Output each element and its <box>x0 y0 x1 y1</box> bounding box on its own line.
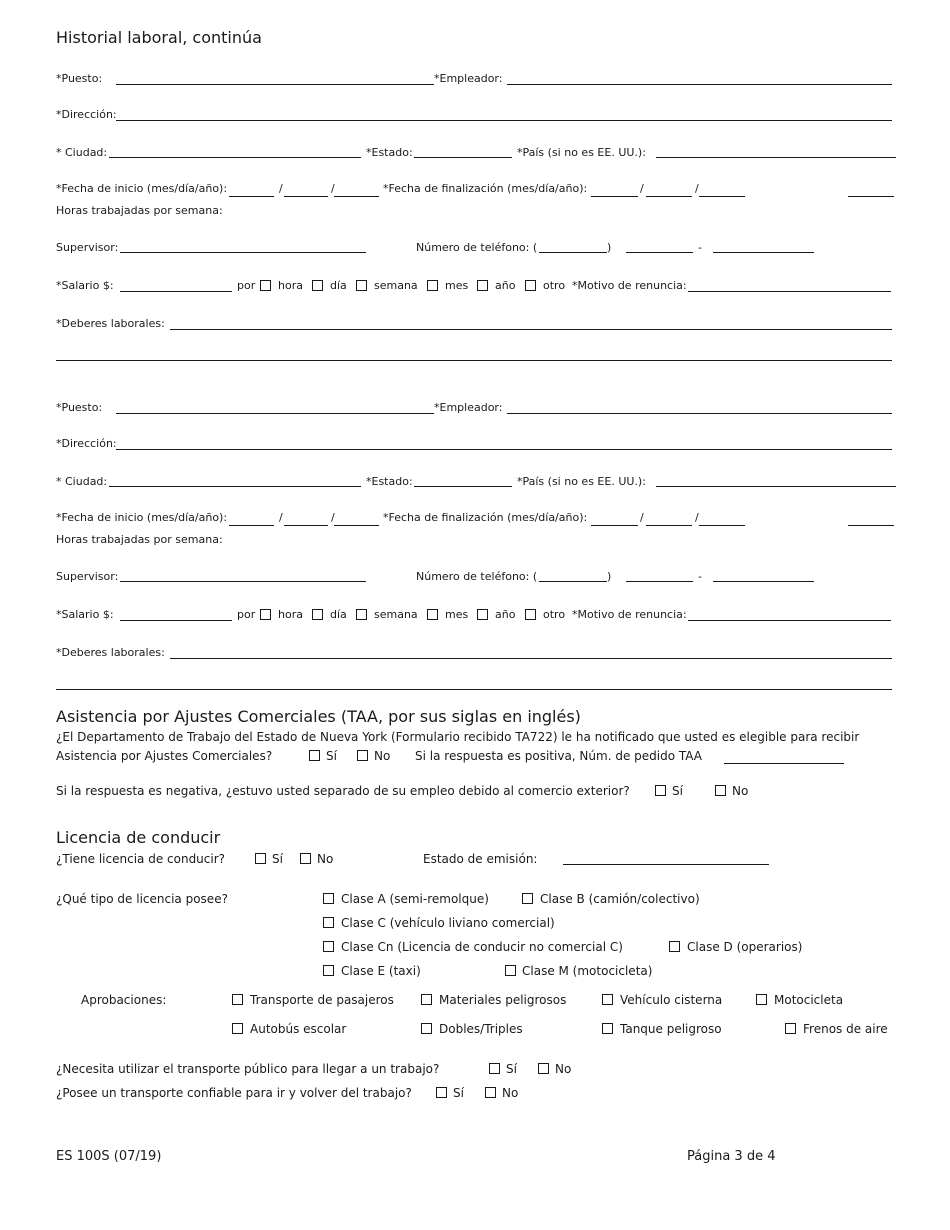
horas-field[interactable] <box>848 196 894 197</box>
clase-cn-checkbox[interactable] <box>323 941 334 952</box>
clase-d-checkbox[interactable] <box>669 941 680 952</box>
transporte-confiable-si-checkbox[interactable] <box>436 1087 447 1098</box>
dobles-triples-label: Dobles/Triples <box>439 1022 523 1036</box>
ano-checkbox[interactable] <box>477 609 488 620</box>
fecha-fin-label: *Fecha de finalización (mes/día/año): <box>383 182 588 195</box>
deberes-label: *Deberes laborales: <box>56 317 165 330</box>
salario-field[interactable] <box>120 620 232 621</box>
fecha-fin-dia-field[interactable] <box>646 525 692 526</box>
licencia-no-checkbox[interactable] <box>300 853 311 864</box>
direccion-field[interactable] <box>116 449 892 450</box>
fecha-inicio-label: *Fecha de inicio (mes/día/año): <box>56 182 228 195</box>
telefono-area-field[interactable] <box>539 581 607 582</box>
estado-emision-label: Estado de emisión: <box>423 852 538 866</box>
telefono-prefijo-field[interactable] <box>626 252 693 253</box>
salario-label: *Salario $: <box>56 279 114 292</box>
ciudad-field[interactable] <box>109 157 361 158</box>
fecha-fin-mes-field[interactable] <box>591 196 638 197</box>
puesto-label: *Puesto: <box>56 72 103 85</box>
licencia-tiene-question: ¿Tiene licencia de conducir? <box>56 852 226 866</box>
autobus-escolar-label: Autobús escolar <box>250 1022 347 1036</box>
fecha-fin-label: *Fecha de finalización (mes/día/año): <box>383 511 588 524</box>
direccion-label: *Dirección: <box>56 108 117 121</box>
fecha-fin-ano-field[interactable] <box>699 525 745 526</box>
por-label: por <box>237 608 256 621</box>
horas-label: Horas trabajadas por semana: <box>56 204 223 217</box>
materiales-peligrosos-checkbox[interactable] <box>421 994 432 1005</box>
fecha-fin-slash-1: / <box>640 511 644 524</box>
semana-checkbox[interactable] <box>356 280 367 291</box>
ano-label: año <box>495 279 516 292</box>
fecha-inicio-dia-field[interactable] <box>284 525 328 526</box>
tanque-peligroso-checkbox[interactable] <box>602 1023 613 1034</box>
deberes-field-line-2[interactable] <box>56 360 892 361</box>
tipo-licencia-question: ¿Qué tipo de licencia posee? <box>56 892 228 906</box>
pais-label: *País (si no es EE. UU.): <box>517 475 646 488</box>
clase-e-checkbox[interactable] <box>323 965 334 976</box>
puesto-label: *Puesto: <box>56 401 103 414</box>
transporte-confiable-question: ¿Posee un transporte confiable para ir y volver del trabajo? <box>56 1086 412 1100</box>
otro-checkbox[interactable] <box>525 280 536 291</box>
dia-checkbox[interactable] <box>312 609 323 620</box>
ciudad-label: * Ciudad: <box>56 146 108 159</box>
clase-cn-label: Clase Cn (Licencia de conducir no comercial C) <box>341 940 623 954</box>
transporte-publico-si-label: Sí <box>506 1062 517 1076</box>
autobus-escolar-checkbox[interactable] <box>232 1023 243 1034</box>
por-label: por <box>237 279 256 292</box>
supervisor-label: Supervisor: <box>56 241 119 254</box>
hora-label: hora <box>278 608 303 621</box>
telefono-paren: ) <box>607 570 612 583</box>
empleador-label: *Empleador: <box>434 401 503 414</box>
pais-field[interactable] <box>656 486 896 487</box>
otro-label: otro <box>543 279 566 292</box>
motivo-field[interactable] <box>688 291 891 292</box>
transporte-confiable-no-checkbox[interactable] <box>485 1087 496 1098</box>
clase-c-label: Clase C (vehículo liviano comercial) <box>341 916 555 930</box>
clase-m-checkbox[interactable] <box>505 965 516 976</box>
salario-field[interactable] <box>120 291 232 292</box>
hora-label: hora <box>278 279 303 292</box>
otro-label: otro <box>543 608 566 621</box>
fecha-inicio-mes-field[interactable] <box>229 525 274 526</box>
clase-e-label: Clase E (taxi) <box>341 964 421 978</box>
pais-field[interactable] <box>656 157 896 158</box>
supervisor-field[interactable] <box>120 252 366 253</box>
telefono-numero-field[interactable] <box>713 581 814 582</box>
ano-label: año <box>495 608 516 621</box>
page-number: Página 3 de 4 <box>687 1149 776 1164</box>
separado-si-label: Sí <box>672 784 683 798</box>
materiales-peligrosos-label: Materiales peligrosos <box>439 993 567 1007</box>
clase-m-label: Clase M (motocicleta) <box>522 964 653 978</box>
dobles-triples-checkbox[interactable] <box>421 1023 432 1034</box>
deberes-field[interactable] <box>170 658 892 659</box>
fecha-inicio-slash-1: / <box>279 182 283 195</box>
telefono-dash: - <box>698 241 702 254</box>
fecha-fin-dia-field[interactable] <box>646 196 692 197</box>
mes-checkbox[interactable] <box>427 280 438 291</box>
licencia-si-checkbox[interactable] <box>255 853 266 864</box>
ciudad-label: * Ciudad: <box>56 475 108 488</box>
deberes-field[interactable] <box>170 329 892 330</box>
otro-checkbox[interactable] <box>525 609 536 620</box>
taa-no-checkbox[interactable] <box>357 750 368 761</box>
direccion-label: *Dirección: <box>56 437 117 450</box>
mes-label: mes <box>445 608 469 621</box>
telefono-area-field[interactable] <box>539 252 607 253</box>
pais-label: *País (si no es EE. UU.): <box>517 146 646 159</box>
motivo-label: *Motivo de renuncia: <box>572 608 687 621</box>
frenos-aire-label: Frenos de aire <box>803 1022 888 1036</box>
fecha-fin-mes-field[interactable] <box>591 525 638 526</box>
telefono-label: Número de teléfono: ( <box>416 570 538 583</box>
vehiculo-cisterna-checkbox[interactable] <box>602 994 613 1005</box>
fecha-fin-slash-2: / <box>695 511 699 524</box>
estado-emision-field[interactable] <box>563 864 769 865</box>
empleador-field[interactable] <box>507 413 892 414</box>
estado-label: *Estado: <box>366 475 413 488</box>
fecha-inicio-ano-field[interactable] <box>334 196 379 197</box>
motivo-field[interactable] <box>688 620 891 621</box>
licencia-title: Licencia de conducir <box>56 828 221 847</box>
clase-c-checkbox[interactable] <box>323 917 334 928</box>
clase-d-label: Clase D (operarios) <box>687 940 803 954</box>
aprobaciones-label: Aprobaciones: <box>81 993 167 1007</box>
taa-no-label: No <box>374 749 391 763</box>
hora-checkbox[interactable] <box>260 280 271 291</box>
ano-checkbox[interactable] <box>477 280 488 291</box>
semana-label: semana <box>374 279 418 292</box>
taa-pedido-field[interactable] <box>724 763 844 764</box>
telefono-label: Número de teléfono: ( <box>416 241 538 254</box>
motivo-label: *Motivo de renuncia: <box>572 279 687 292</box>
horas-field[interactable] <box>848 525 894 526</box>
fecha-inicio-slash-2: / <box>331 511 335 524</box>
supervisor-label: Supervisor: <box>56 570 119 583</box>
direccion-field[interactable] <box>116 120 892 121</box>
separado-si-checkbox[interactable] <box>655 785 666 796</box>
fecha-inicio-label: *Fecha de inicio (mes/día/año): <box>56 511 228 524</box>
clase-b-label: Clase B (camión/colectivo) <box>540 892 700 906</box>
dia-label: día <box>330 279 347 292</box>
fecha-fin-ano-field[interactable] <box>699 196 745 197</box>
section-title: Historial laboral, continúa <box>56 28 262 47</box>
empleador-label: *Empleador: <box>434 72 503 85</box>
horas-label: Horas trabajadas por semana: <box>56 533 223 546</box>
fecha-inicio-ano-field[interactable] <box>334 525 379 526</box>
licencia-no-label: No <box>317 852 334 866</box>
fecha-inicio-slash-1: / <box>279 511 283 524</box>
frenos-aire-checkbox[interactable] <box>785 1023 796 1034</box>
transporte-publico-no-label: No <box>555 1062 572 1076</box>
licencia-si-label: Sí <box>272 852 283 866</box>
mes-checkbox[interactable] <box>427 609 438 620</box>
supervisor-field[interactable] <box>120 581 366 582</box>
telefono-paren: ) <box>607 241 612 254</box>
puesto-field[interactable] <box>116 413 434 414</box>
mes-label: mes <box>445 279 469 292</box>
taa-si-label: Sí <box>326 749 337 763</box>
transporte-confiable-si-label: Sí <box>453 1086 464 1100</box>
estado-field[interactable] <box>414 486 512 487</box>
vehiculo-cisterna-label: Vehículo cisterna <box>620 993 723 1007</box>
fecha-inicio-dia-field[interactable] <box>284 196 328 197</box>
salario-label: *Salario $: <box>56 608 114 621</box>
transporte-publico-si-checkbox[interactable] <box>489 1063 500 1074</box>
motocicleta-label: Motocicleta <box>774 993 844 1007</box>
estado-field[interactable] <box>414 157 512 158</box>
dia-label: día <box>330 608 347 621</box>
telefono-numero-field[interactable] <box>713 252 814 253</box>
taa-pedido-label: Si la respuesta es positiva, Núm. de pedido TAA <box>415 749 703 763</box>
separado-no-checkbox[interactable] <box>715 785 726 796</box>
clase-a-label: Clase A (semi-remolque) <box>341 892 489 906</box>
taa-question-cont: Asistencia por Ajustes Comerciales? <box>56 749 273 763</box>
dia-checkbox[interactable] <box>312 280 323 291</box>
tanque-peligroso-label: Tanque peligroso <box>620 1022 722 1036</box>
telefono-prefijo-field[interactable] <box>626 581 693 582</box>
semana-label: semana <box>374 608 418 621</box>
clase-b-checkbox[interactable] <box>522 893 533 904</box>
transporte-pasajeros-label: Transporte de pasajeros <box>250 993 394 1007</box>
transporte-pasajeros-checkbox[interactable] <box>232 994 243 1005</box>
taa-si-checkbox[interactable] <box>309 750 320 761</box>
hora-checkbox[interactable] <box>260 609 271 620</box>
fecha-fin-slash-2: / <box>695 182 699 195</box>
form-id: ES 100S (07/19) <box>56 1149 162 1164</box>
telefono-dash: - <box>698 570 702 583</box>
estado-label: *Estado: <box>366 146 413 159</box>
transporte-confiable-no-label: No <box>502 1086 519 1100</box>
transporte-publico-no-checkbox[interactable] <box>538 1063 549 1074</box>
taa-question: ¿El Departamento de Trabajo del Estado de Nueva York (Formulario recibido TA722) le ha notificado que usted es elegible para recibir <box>56 730 860 744</box>
taa-title: Asistencia por Ajustes Comerciales (TAA, por sus siglas en inglés) <box>56 707 581 726</box>
fecha-fin-slash-1: / <box>640 182 644 195</box>
fecha-inicio-mes-field[interactable] <box>229 196 274 197</box>
puesto-field[interactable] <box>116 84 434 85</box>
deberes-label: *Deberes laborales: <box>56 646 165 659</box>
empleador-field[interactable] <box>507 84 892 85</box>
taa-separado-question: Si la respuesta es negativa, ¿estuvo usted separado de su empleo debido al comercio exterior? <box>56 784 630 798</box>
fecha-inicio-slash-2: / <box>331 182 335 195</box>
deberes-field-line-2[interactable] <box>56 689 892 690</box>
motocicleta-checkbox[interactable] <box>756 994 767 1005</box>
separado-no-label: No <box>732 784 749 798</box>
clase-a-checkbox[interactable] <box>323 893 334 904</box>
transporte-publico-question: ¿Necesita utilizar el transporte público para llegar a un trabajo? <box>56 1062 440 1076</box>
semana-checkbox[interactable] <box>356 609 367 620</box>
ciudad-field[interactable] <box>109 486 361 487</box>
